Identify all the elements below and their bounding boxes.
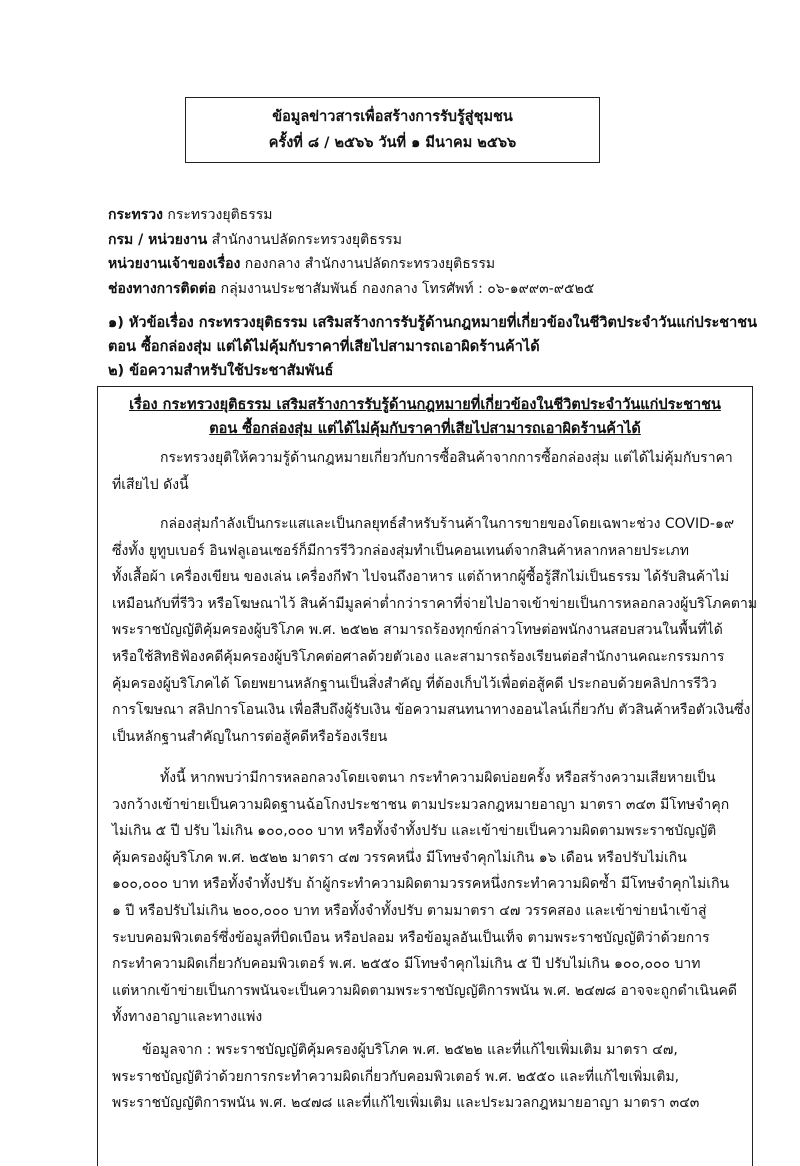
paragraph-line: ๑๐๐,๐๐๐ บาท หรือทั้งจำทั้งปรับ ถ้าผู้กระทำความผิดตามวรรคหนึ่งกระทำความผิดซ้ำ มีโทษจำคุกไม่เกิน <box>112 876 730 893</box>
meta-department <box>108 230 402 250</box>
contact-value: กลุ่มงานประชาสัมพันธ์ กองกลาง โทรศัพท์ : ๐๖-๑๙๙๓-๙๕๒๕ <box>216 281 595 297</box>
header-box <box>185 97 600 163</box>
department-value: สำนักงานปลัดกระทรวงยุติธรรม <box>207 232 403 248</box>
story-title-line-2: ตอน ซื้อกล่องสุ่ม แต่ได้ไม่คุ้มกับราคาที่เสียไปสามารถเอาผิดร้านค้าได้ <box>209 421 641 437</box>
paragraph-line: คุ้มครองผู้บริโภค พ.ศ. ๒๕๒๒ มาตรา ๔๗ วรรคหนึ่ง มีโทษจำคุกไม่เกิน ๑๖ เดือน หรือปรับไม่เกิน <box>112 849 687 866</box>
paragraph-line: การโฆษณา สลิปการโอนเงิน เพื่อสืบถึงผู้รับเงิน ข้อความสนทนาทางออนไลน์เกี่ยวกับ ตัวสินค้าหรือตัวเงินซึ่ง <box>112 702 751 719</box>
paragraph-line: คุ้มครองผู้บริโภคได้ โดยพยานหลักฐานเป็นสิ่งสำคัญ ที่ต้องเก็บไว้เพื่อต่อสู้คดี ประกอบด้วยคลิปการรีวิว <box>112 675 717 692</box>
paragraph-line: พระราชบัญญัติคุ้มครองผู้บริโภค พ.ศ. ๒๕๒๒ สามารถร้องทุกข์กล่าวโทษต่อพนักงานสอบสวนในพื้นที่ได้ <box>112 622 723 639</box>
header-issue-date: ครั้งที่ ๘ / ๒๕๖๖ วันที่ ๑ มีนาคม ๒๕๖๖ <box>268 135 517 151</box>
ministry-label: กระทรวง <box>108 207 163 223</box>
paragraph-line: ทั้งทางอาญาและทางแพ่ง <box>112 1009 263 1026</box>
topic-line-2: ตอน ซื้อกล่องสุ่ม แต่ได้ไม่คุ้มกับราคาที่เสียไปสามารถเอาผิดร้านค้าได้ <box>108 339 540 355</box>
message-box <box>97 386 758 1166</box>
department-label: กรม / หน่วยงาน <box>108 232 208 248</box>
paragraph-penalties <box>112 765 742 1031</box>
paragraph-line: หรือใช้สิทธิฟ้องคดีคุ้มครองผู้บริโภคต่อศาลด้วยตัวเอง และสามารถร้องเรียนต่อสำนักงานคณะกรรมการ <box>112 648 725 665</box>
topic-line-3: ๒) ข้อความสำหรับใช้ประชาสัมพันธ์ <box>108 363 334 379</box>
paragraph-line: ที่เสียไป ดังนี้ <box>112 476 189 493</box>
paragraph-line: กระทรวงยุติให้ความรู้ด้านกฎหมายเกี่ยวกับการซื้อสินค้าจากการซื้อกล่องสุ่ม แต่ได้ไม่คุ้มกับราคา <box>160 450 733 466</box>
owner-label: หน่วยงานเจ้าของเรื่อง <box>108 256 241 272</box>
paragraph-line: กล่องสุ่มกำลังเป็นกระแสและเป็นกลยุทธ์สำหรับร้านค้าในการขายของโดยเฉพาะช่วง COVID-๑๙ <box>160 516 735 532</box>
paragraph-line: ระบบคอมพิวเตอร์ซึ่งข้อมูลที่บิดเบือน หรือปลอม หรือข้อมูลอันเป็นเท็จ ตามพระราชบัญญัติว่าด้วยการ <box>112 929 710 946</box>
paragraph-line: ข้อมูลจาก : พระราชบัญญัติคุ้มครองผู้บริโภค พ.ศ. ๒๕๒๒ และที่แก้ไขเพิ่มเติม มาตรา ๔๗, <box>142 1042 678 1058</box>
paragraph-line: พระราชบัญญัติการพนัน พ.ศ. ๒๔๗๘ และที่แก้ไขเพิ่มเติม และประมวลกฎหมายอาญา มาตรา ๓๔๓ <box>112 1095 700 1112</box>
paragraph-line: ทั้งนี้ หากพบว่ามีการหลอกลวงโดยเจตนา กระทำความผิดบ่อยครั้ง หรือสร้างความเสียหายเป็น <box>160 770 716 786</box>
paragraph-line: กระทำความผิดเกี่ยวกับคอมพิวเตอร์ พ.ศ. ๒๕๕๐ มีโทษจำคุกไม่เกิน ๕ ปี ปรับไม่เกิน ๑๐๐,๐๐๐ บาท <box>112 956 701 973</box>
header-title: ข้อมูลข่าวสารเพื่อสร้างการรับรู้สู่ชุมชน <box>272 109 513 125</box>
paragraph-line: ไม่เกิน ๕ ปี ปรับ ไม่เกิน ๑๐๐,๐๐๐ บาท หรือทั้งจำทั้งปรับ และเข้าข่ายเป็นความผิดตามพระราชบัญญัติ <box>112 823 717 840</box>
paragraph-line: พระราชบัญญัติว่าด้วยการกระทำความผิดเกี่ยวกับคอมพิวเตอร์ พ.ศ. ๒๕๕๐ และที่แก้ไขเพิ่มเติม, <box>112 1068 680 1085</box>
meta-contact <box>108 279 594 299</box>
meta-owner <box>108 254 495 274</box>
paragraph-line: ๑ ปี หรือปรับไม่เกิน ๒๐๐,๐๐๐ บาท หรือทั้งจำทั้งปรับ ตามมาตรา ๔๗ วรรคสอง และเข้าข่ายนำเข้าสู่ <box>112 902 707 919</box>
paragraph-line: ซึ่งทั้ง ยูทูบเบอร์ อินฟลูเอนเซอร์ก็มีการรีวิวกล่องสุ่มทำเป็นคอนเทนต์จากสินค้าหลากหลายประเภท <box>112 542 689 559</box>
ministry-value: กระทรวงยุติธรรม <box>162 207 273 223</box>
owner-value: กองกลาง สำนักงานปลัดกระทรวงยุติธรรม <box>240 256 496 272</box>
paragraph-line: ทั้งเสื้อผ้า เครื่องเขียน ของเล่น เครื่องกีฬา ไปจนถึงอาหาร แต่ถ้าหากผู้ซื้อรู้สึกไม่เป็นธรรม ได้รับสินค้าไม่ <box>112 569 730 586</box>
paragraph-intro <box>112 445 742 498</box>
paragraph-sources <box>112 1037 742 1117</box>
paragraph-random-box <box>112 511 758 750</box>
paragraph-line: เป็นหลักฐานสำคัญในการต่อสู้คดีหรือร้องเรียน <box>112 728 388 745</box>
paragraph-line: วงกว้างเข้าข่ายเป็นความผิดฐานฉ้อโกงประชาชน ตามประมวลกฎหมายอาญา มาตรา ๓๔๓ มีโทษจำคุก <box>112 796 730 813</box>
topic-line-1: ๑) หัวข้อเรื่อง กระทรวงยุติธรรม เสริมสร้างการรับรู้ด้านกฎหมายที่เกี่ยวข้องในชีวิตประจำวันแก่ประชาชน <box>108 315 758 331</box>
paragraph-line: แต่หากเข้าข่ายเป็นการพนันจะเป็นความผิดตามพระราชบัญญัติการพนัน พ.ศ. ๒๔๗๘ อาจจะถูกดำเนินคดี <box>112 982 737 999</box>
story-title-line-1: เรื่อง กระทรวงยุติธรรม เสริมสร้างการรับรู้ด้านกฎหมายที่เกี่ยวข้องในชีวิตประจำวันแก่ประชาชน <box>129 397 721 413</box>
contact-label: ช่องทางการติดต่อ <box>108 281 217 297</box>
paragraph-line: เหมือนกับที่รีวิว หรือโฆษณาไว้ สินค้ามีมูลค่าต่ำกว่าราคาที่จ่ายไปอาจเข้าข่ายเป็นการหลอกลวงผู้บริโภคตาม <box>112 595 758 612</box>
meta-ministry <box>108 205 273 225</box>
